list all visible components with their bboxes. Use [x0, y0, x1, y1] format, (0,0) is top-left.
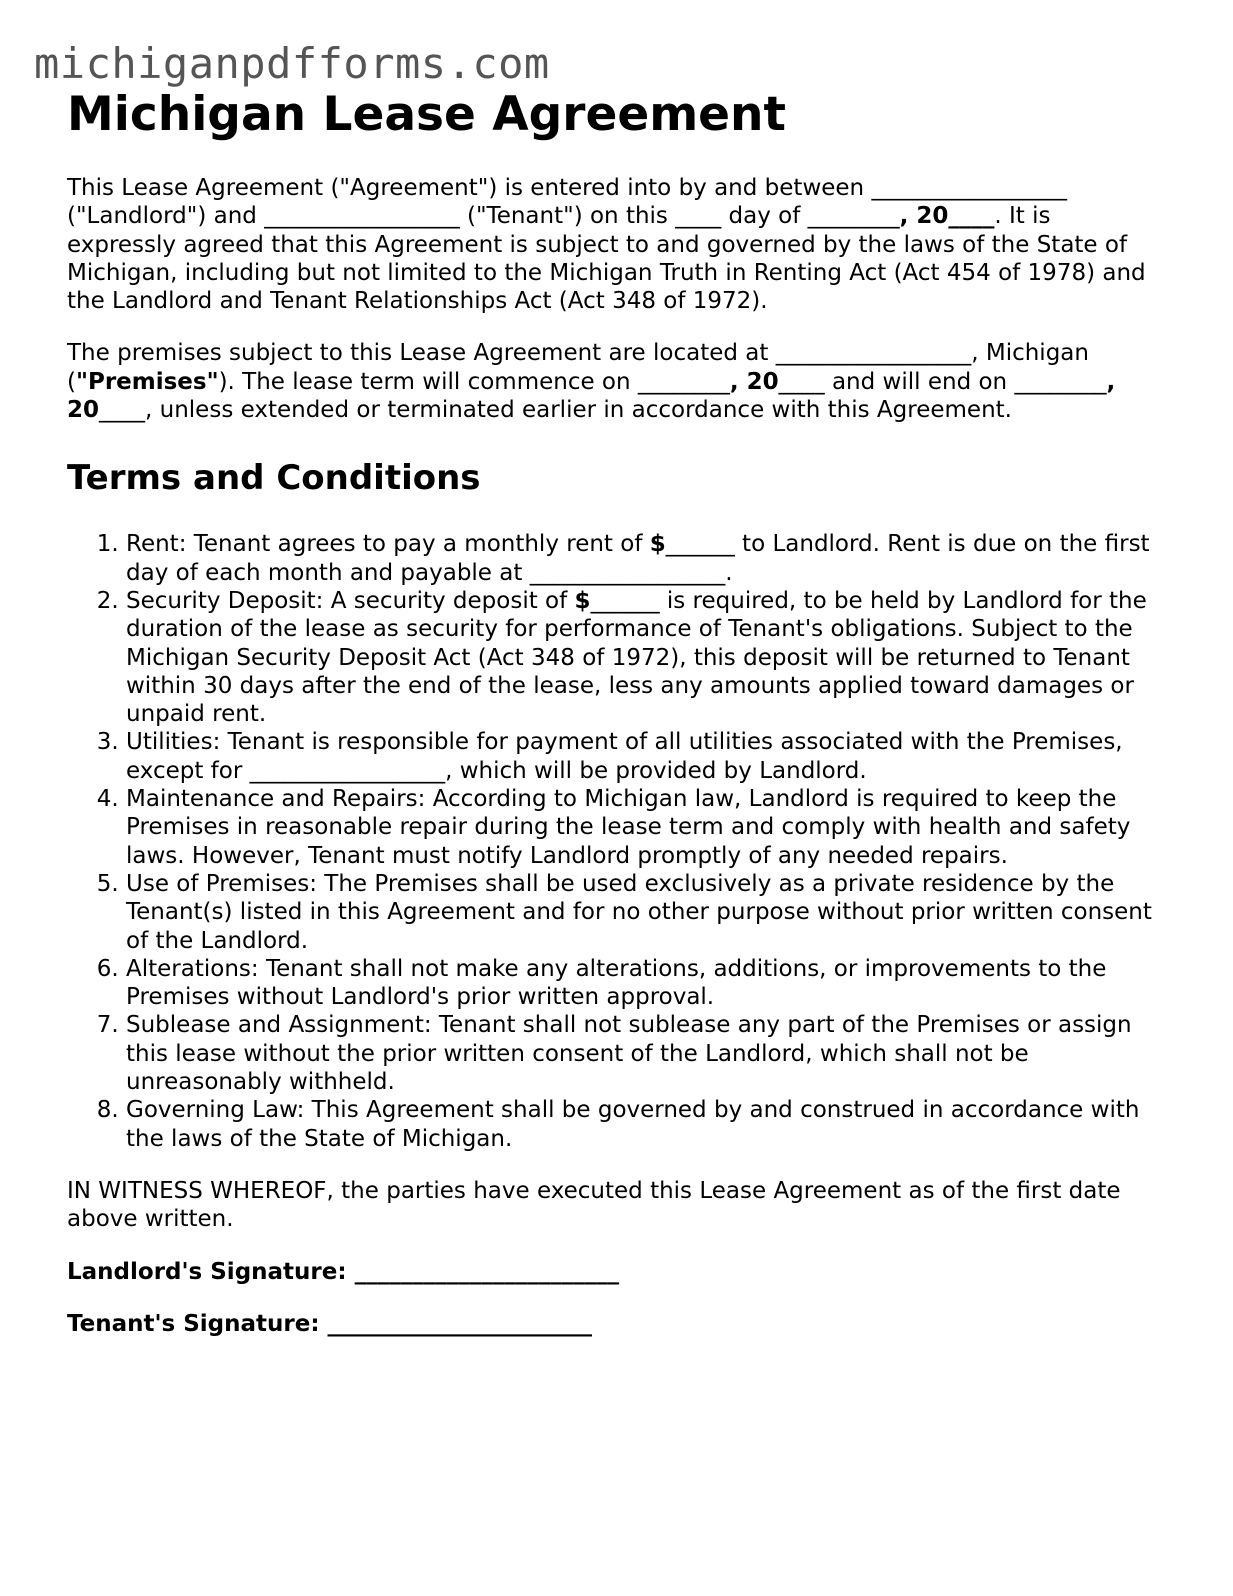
term-use-of-premises: 5. Use of Premises: The Premises shall be used exclusively as a private residence by the Tenant(s) listed in this Agreement and for no other purpose without prior written consent of the Landlord.	[126, 870, 1157, 955]
premises-text-3: ____ and will end on ________	[778, 368, 1107, 395]
tenant-signature-line: Tenant's Signature: _______________________	[67, 1310, 593, 1337]
intro-year-blank: ____	[948, 203, 995, 230]
term-maintenance: 4. Maintenance and Repairs: According to Michigan law, Landlord is required to keep the Premises in reasonable repair during the lease term and comply with health and safety laws. However, Tenant must notify Landlord promptly of any needed repairs.	[126, 785, 1157, 870]
witness-paragraph: IN WITNESS WHEREOF, the parties have executed this Lease Agreement as of the first date above written.	[67, 1177, 1121, 1233]
premises-text-4: ____, unless extended or terminated earlier in accordance with this Agreement.	[99, 397, 1012, 424]
intro-year-prefix: , 20	[899, 203, 949, 230]
intro-text-1: This Lease Agreement ("Agreement") is entered into by and between _________________ ("Landlord") and _________________ ("Tenant") on this ____ day of ________	[67, 175, 1067, 230]
watermark: michiganpdfforms.com	[34, 39, 550, 88]
premises-paragraph	[67, 339, 1157, 424]
start-year-prefix: , 20	[729, 368, 779, 395]
term-utilities: 3. Utilities: Tenant is responsible for payment of all utilities associated with the Premises, except for _________________, which will be provided by Landlord.	[126, 728, 1157, 785]
end-year-prefix: , 20	[67, 368, 1116, 424]
term-governing-law: 8. Governing Law: This Agreement shall be governed by and construed in accordance with the laws of the State of Michigan.	[126, 1096, 1157, 1153]
document-body	[67, 86, 1157, 1338]
intro-paragraph	[67, 174, 1157, 315]
rent-text-2: ______ to Landlord. Rent is due on the first day of each month and payable at _________________.	[126, 531, 1150, 586]
deposit-text-2: ______ is required, to be held by Landlord for the duration of the lease as security for performance of Tenant's obligations. Subject to the Michigan Security Deposit Act (Act 348 of 1972), this deposit will be returned to Tenant within 30 days after the end of the lease, less any amounts applied toward damages or unpaid rent.	[126, 587, 1147, 728]
term-rent	[126, 530, 1157, 587]
landlord-signature-line: Landlord's Signature: _______________________	[67, 1258, 620, 1285]
term-sublease: 7. Sublease and Assignment: Tenant shall not sublease any part of the Premises or assign this lease without the prior written consent of the Landlord, which shall not be unreasonably withheld.	[126, 1011, 1157, 1096]
intro-text-2: . It is expressly agreed that this Agreement is subject to and governed by the laws of the State of Michigan, including but not limited to the Michigan Truth in Renting Act (Act 454 of 1978) and the Landlord and Tenant Relationships Act (Act 348 of 1972).	[67, 203, 1146, 315]
premises-text-1: The premises subject to this Lease Agreement are located at _________________, Michigan (	[67, 340, 1089, 395]
rent-text-1: Rent: Tenant agrees to pay a monthly rent of	[126, 531, 650, 558]
premises-text-2: ). The lease term will commence on ________	[218, 368, 730, 395]
rent-dollar: $	[649, 531, 666, 558]
terms-list	[67, 530, 1157, 1153]
deposit-dollar: $	[574, 587, 591, 614]
document-title: Michigan Lease Agreement	[67, 87, 786, 142]
term-alterations: 6. Alterations: Tenant shall not make any alterations, additions, or improvements to the Premises without Landlord's prior written approval.	[126, 955, 1157, 1012]
premises-term: "Premises"	[75, 368, 219, 395]
terms-heading: Terms and Conditions	[67, 458, 481, 499]
deposit-text-1: Security Deposit: A security deposit of	[126, 587, 575, 614]
term-security-deposit	[126, 587, 1157, 728]
